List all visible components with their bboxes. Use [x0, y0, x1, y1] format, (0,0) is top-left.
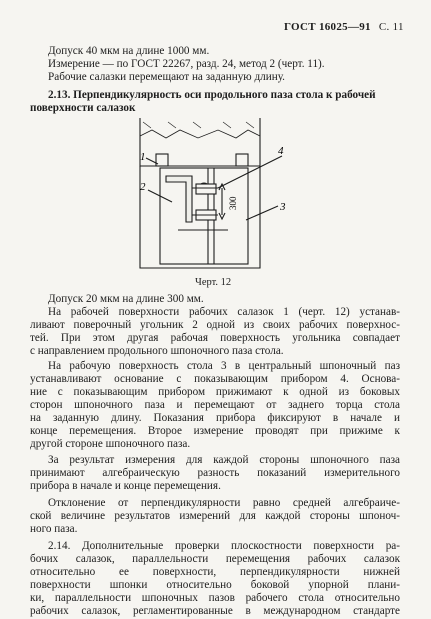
text-line: 2.14. Дополнительные проверки плоскостности поверхности ра- — [48, 540, 400, 552]
text-line: тей. При этом другая рабочая поверхность угольника совпадает — [30, 332, 400, 344]
figure-12-diagram — [118, 118, 298, 276]
text-line: ки, параллельности шпоночных пазов рабочего стола относительно — [30, 592, 400, 604]
dimension-label: 300 — [228, 196, 238, 210]
figure-label-4: 4 — [278, 145, 284, 157]
figure-label-2: 2 — [140, 181, 146, 193]
section-title-line2: поверхности салазок — [30, 102, 136, 114]
text-line: устанавливают основание с показывающим прибором 4. Основа- — [30, 373, 400, 385]
section-heading — [48, 89, 400, 102]
page-number: С. 11 — [378, 21, 404, 33]
text-line: ливают поверочный угольник 2 одной из своих рабочих поверхнос- — [30, 319, 400, 331]
text-line: ние с показывающим прибором прижимают к одной из боковых — [30, 386, 400, 398]
text-line: сторон шпоночного паза и перемещают от заднего торца стола — [30, 399, 400, 411]
text-line: Допуск 40 мкм на длине 1000 мм. — [48, 45, 210, 57]
text-line: с направлением продольного шпоночного паза стола. — [30, 345, 284, 357]
text-line: ской величине результатов измерений для каждой стороны шпоноч- — [30, 510, 400, 522]
text-line: Отклонение от перпендикулярности равно средней алгебраиче- — [48, 497, 400, 509]
section-number: 2.13. — [48, 89, 71, 101]
text-line: поверхности шпонки относительно боковой упорной плани- — [30, 579, 400, 591]
text-line: рабочих салазок, регламентированные в международном стандарте — [30, 605, 400, 617]
text-line: На рабочей поверхности рабочих салазок 1 (черт. 12) устанав- — [48, 306, 400, 318]
text-line: прибора в начале и конце перемещения. — [30, 480, 221, 492]
text-line: Допуск 20 мкм на длине 300 мм. — [48, 293, 204, 305]
figure-caption: Черт. 12 — [195, 277, 232, 288]
figure-label-3: 3 — [280, 201, 286, 213]
page-header — [284, 21, 404, 33]
text-line: Измерение — по ГОСТ 22267, разд. 24, метод 2 (черт. 11). — [48, 58, 325, 70]
text-line: принимают алгебраическую разность показаний измерительного — [30, 467, 400, 479]
text-line: на заданную длину. Показания прибора фиксируют в начале и — [30, 412, 400, 424]
text-line: За результат измерения для каждой стороны шпоночного паза — [48, 454, 400, 466]
section-title-line1: Перпендикулярность оси продольного паза стола к рабочей — [73, 89, 376, 101]
standard-number: ГОСТ 16025—91 — [284, 21, 371, 33]
text-line: относительно ее поверхности, перпендикулярности нижней — [30, 566, 400, 578]
figure-label-1: 1 — [140, 151, 146, 163]
text-line: конце перемещения. Второе измерение проводят при прижиме к — [30, 425, 400, 437]
text-line: На рабочую поверхность стола 3 в центральный шпоночный паз — [48, 360, 400, 372]
text-line: бочих салазок, параллельности перемещения рабочих салазок — [30, 553, 400, 565]
text-line: ного паза. — [30, 523, 78, 535]
text-line: другой стороне шпоночного паза. — [30, 438, 191, 450]
text-line: Рабочие салазки перемещают на заданную длину. — [48, 71, 285, 83]
